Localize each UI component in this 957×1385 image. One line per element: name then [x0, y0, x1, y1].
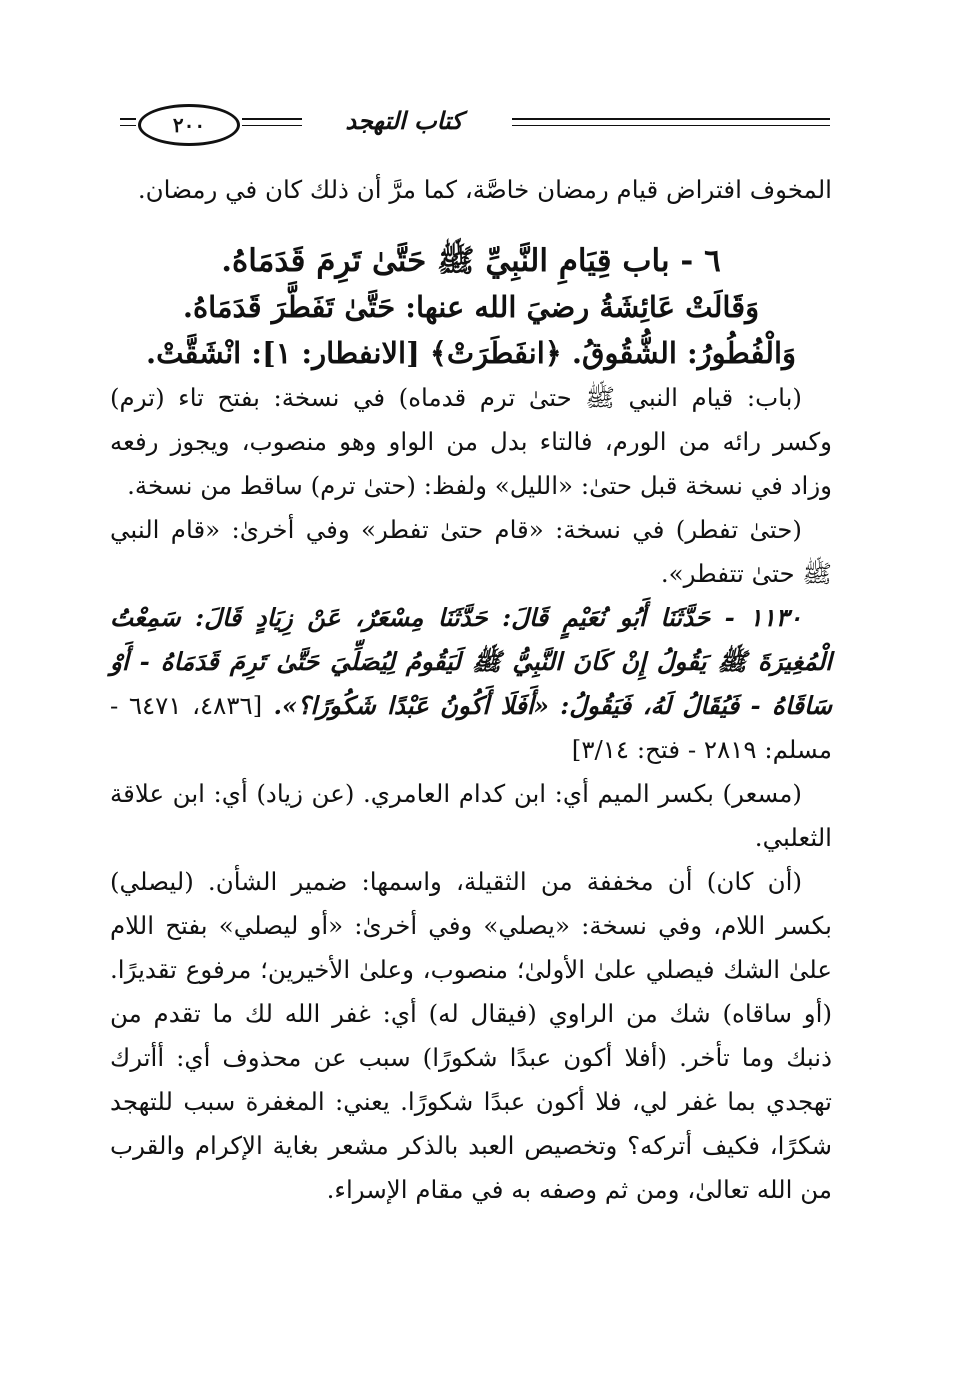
- hadith-1130: [110, 596, 832, 772]
- hadith-references: [٤٨٣٦، ٦٤٧١ - مسلم: ٢٨١٩ - فتح: ٣/١٤]: [110, 691, 832, 764]
- header-rule-right-thin: [512, 125, 830, 126]
- header-rule-right: [512, 118, 830, 120]
- book-title: كتاب التهجد: [308, 106, 500, 135]
- header-rule-middle: [242, 118, 302, 120]
- commentary-grammar: (أن كان) أن مخففة من الثقيلة، واسمها: ضمير الشأن. (ليصلي) بكسر اللام، وفي نسخة: «يصلي» وفي أخرىٰ: «أو ليصلي» بفتح اللام علىٰ الشك فيصلي علىٰ الأولىٰ؛ منصوب، وعلىٰ الأخيرين؛ مرفوع تقديرًا. (أو ساقاه) شك من الراوي (فيقال له) أي: غفر الله لك ما تقدم من ذنبك وما تأخر. (أفلا أكون عبدًا شكورًا) سبب عن محذوف أي: أأترك تهجدي بما غفر لي، فلا أكون عبدًا شكورًا. يعني: المغفرة سبب للتهجد شكرًا، فكيف أتركه؟ وتخصيص العبد بالذكر مشعر بغاية الإكرام والقرب من الله تعالىٰ، ومن ثم وصفه به في مقام الإسراء.: [110, 867, 832, 1204]
- continuation-paragraph: المخوف افتراض قيام رمضان خاصَّة، كما مرَّ أن ذلك كان في رمضان.: [137, 175, 832, 204]
- page-number-text: ٢٠٠: [172, 113, 206, 137]
- chapter-heading: ٦ - باب قِيَامِ النَّبِيِّ ﷺ حَتَّىٰ تَرِمَ قَدَمَاهُ.: [221, 243, 721, 279]
- header-rule-middle-thin: [242, 125, 302, 126]
- commentary-misar: (مسعر) بكسر الميم أي: ابن كدام العامري. (عن زياد) أي: ابن علاقة الثعلبي.: [110, 779, 832, 852]
- page-body: [110, 168, 832, 1212]
- futur-definition: وَالْفُطُورُ: الشُّقُوقُ. ﴿انفَطَرَتْ﴾ [الانفطار: ١]: انْشَقَّتْ.: [145, 336, 797, 370]
- page-header: [120, 100, 830, 150]
- commentary-tafattur: (حتىٰ تفطر) في نسخة: «قام حتىٰ تفطر» وفي أخرىٰ: «قام النبي ﷺ حتىٰ تتفطر».: [110, 515, 832, 588]
- hadith-text: ١١٣٠ - حَدَّثَنَا أَبُو نُعَيْمٍ قَالَ: حَدَّثَنَا مِسْعَرٌ، عَنْ زِيَادٍ قَالَ: سَمِعْتُ الْمُغِيرَةَ ﷺ يَقُولُ إِنْ كَانَ النَّبِيُّ ﷺ لَيَقُومُ لِيُصَلِّيَ حَتَّىٰ تَرِمَ قَدَمَاهُ - أَوْ سَاقَاهُ - فَيُقَالُ لَهُ، فَيَقُولُ: «أَفَلَا أَكُونُ عَبْدًا شَكُورًا؟».: [110, 603, 832, 720]
- commentary-chapter: (باب: قيام النبي ﷺ حتىٰ ترم قدماه) في نسخة: بفتح تاء (ترم) وكسر رائه من الورم، فالتاء بدل من الواو وهو منصوب، ويجوز رفعه وزاد في نسخة قبل حتىٰ: «الليل» ولفظ: (حتىٰ ترم) ساقط من نسخة.: [110, 383, 832, 500]
- header-rule-left: [120, 118, 136, 120]
- aisha-quote: وَقَالَتْ عَائِشَةُ رضيَ الله عنها: حَتَّىٰ تَفَطَّرَ قَدَمَاهُ.: [182, 290, 760, 324]
- header-rule-left-thin: [120, 125, 136, 126]
- page-number: [138, 104, 240, 146]
